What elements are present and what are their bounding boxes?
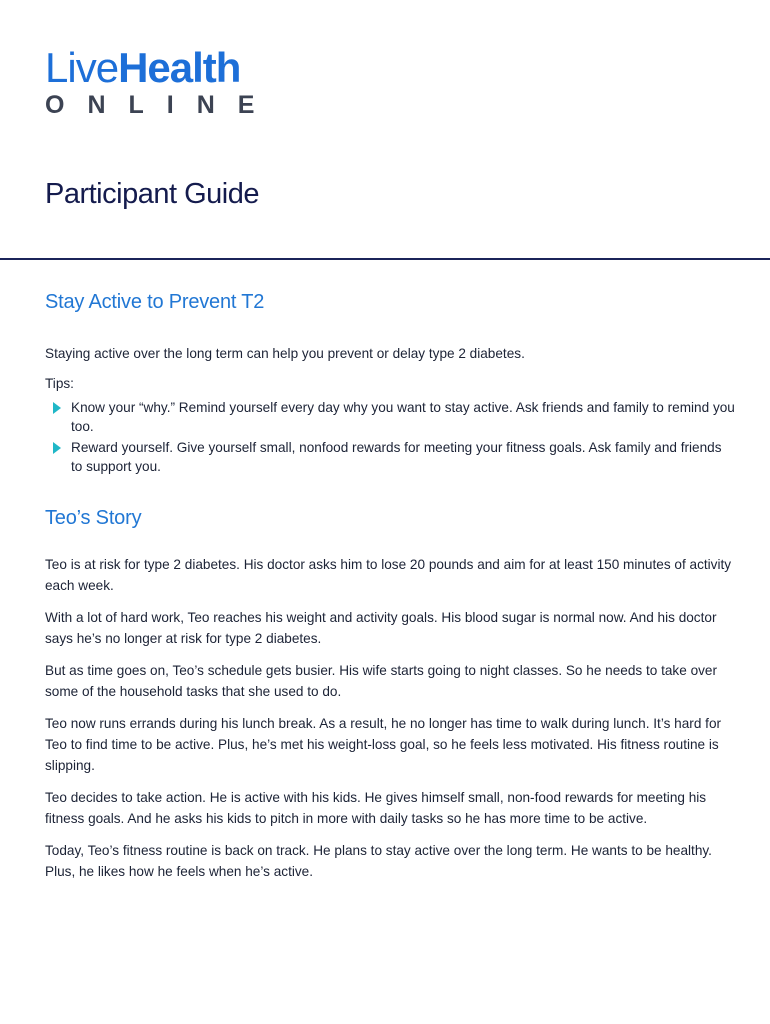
tip-item — [45, 438, 735, 476]
tip-text: Know your “why.” Remind yourself every day why you want to stay active. Ask friends and family to remind you too. — [71, 400, 735, 434]
logo-live: Live — [45, 44, 119, 91]
story-paragraph: With a lot of hard work, Teo reaches his weight and activity goals. His blood sugar is normal now. And his doctor says he’s no longer at risk for type 2 diabetes. — [45, 610, 717, 646]
section-heading-stay-active: Stay Active to Prevent T2 — [45, 291, 265, 313]
story-paragraph: But as time goes on, Teo’s schedule gets busier. His wife starts going to night classes. So he needs to take over some of the household tasks that she used to do. — [45, 663, 718, 699]
triangle-bullet-icon — [53, 442, 61, 454]
logo-online: ONLINE — [45, 91, 278, 119]
tips-list — [45, 398, 735, 476]
main-content — [45, 288, 735, 893]
page-title: Participant Guide — [45, 178, 259, 210]
story-paragraph: Teo now runs errands during his lunch break. As a result, he no longer has time to walk during lunch. It’s hard for Teo to find time to be active. Plus, he’s met his weight-loss goal, so he feels less motivated. His fitness routine is slipping. — [45, 716, 722, 773]
story-body — [45, 554, 735, 882]
story-paragraph: Teo decides to take action. He is active with his kids. He gives himself small, non-food rewards for meeting his fitness goals. And he asks his kids to pitch in more with daily tasks so he has more time to be active. — [45, 790, 707, 826]
story-paragraph: Today, Teo’s fitness routine is back on track. He plans to stay active over the long term. He wants to be healthy. Plus, he likes how he feels when he’s active. — [45, 843, 712, 879]
logo-health: Health — [118, 44, 241, 91]
logo-wordmark — [45, 46, 285, 90]
tip-item — [45, 398, 735, 436]
intro-paragraph: Staying active over the long term can help you prevent or delay type 2 diabetes. — [45, 346, 525, 361]
story-paragraph: Teo is at risk for type 2 diabetes. His doctor asks him to lose 20 pounds and aim for at least 150 minutes of activity each week. — [45, 557, 732, 593]
tip-text: Reward yourself. Give yourself small, nonfood rewards for meeting your fitness goals. Ask family and friends to support you. — [71, 440, 722, 474]
triangle-bullet-icon — [53, 402, 61, 414]
divider — [0, 258, 770, 260]
tips-label: Tips: — [45, 376, 74, 391]
section-heading-teos-story: Teo’s Story — [45, 507, 142, 529]
logo — [45, 46, 285, 118]
